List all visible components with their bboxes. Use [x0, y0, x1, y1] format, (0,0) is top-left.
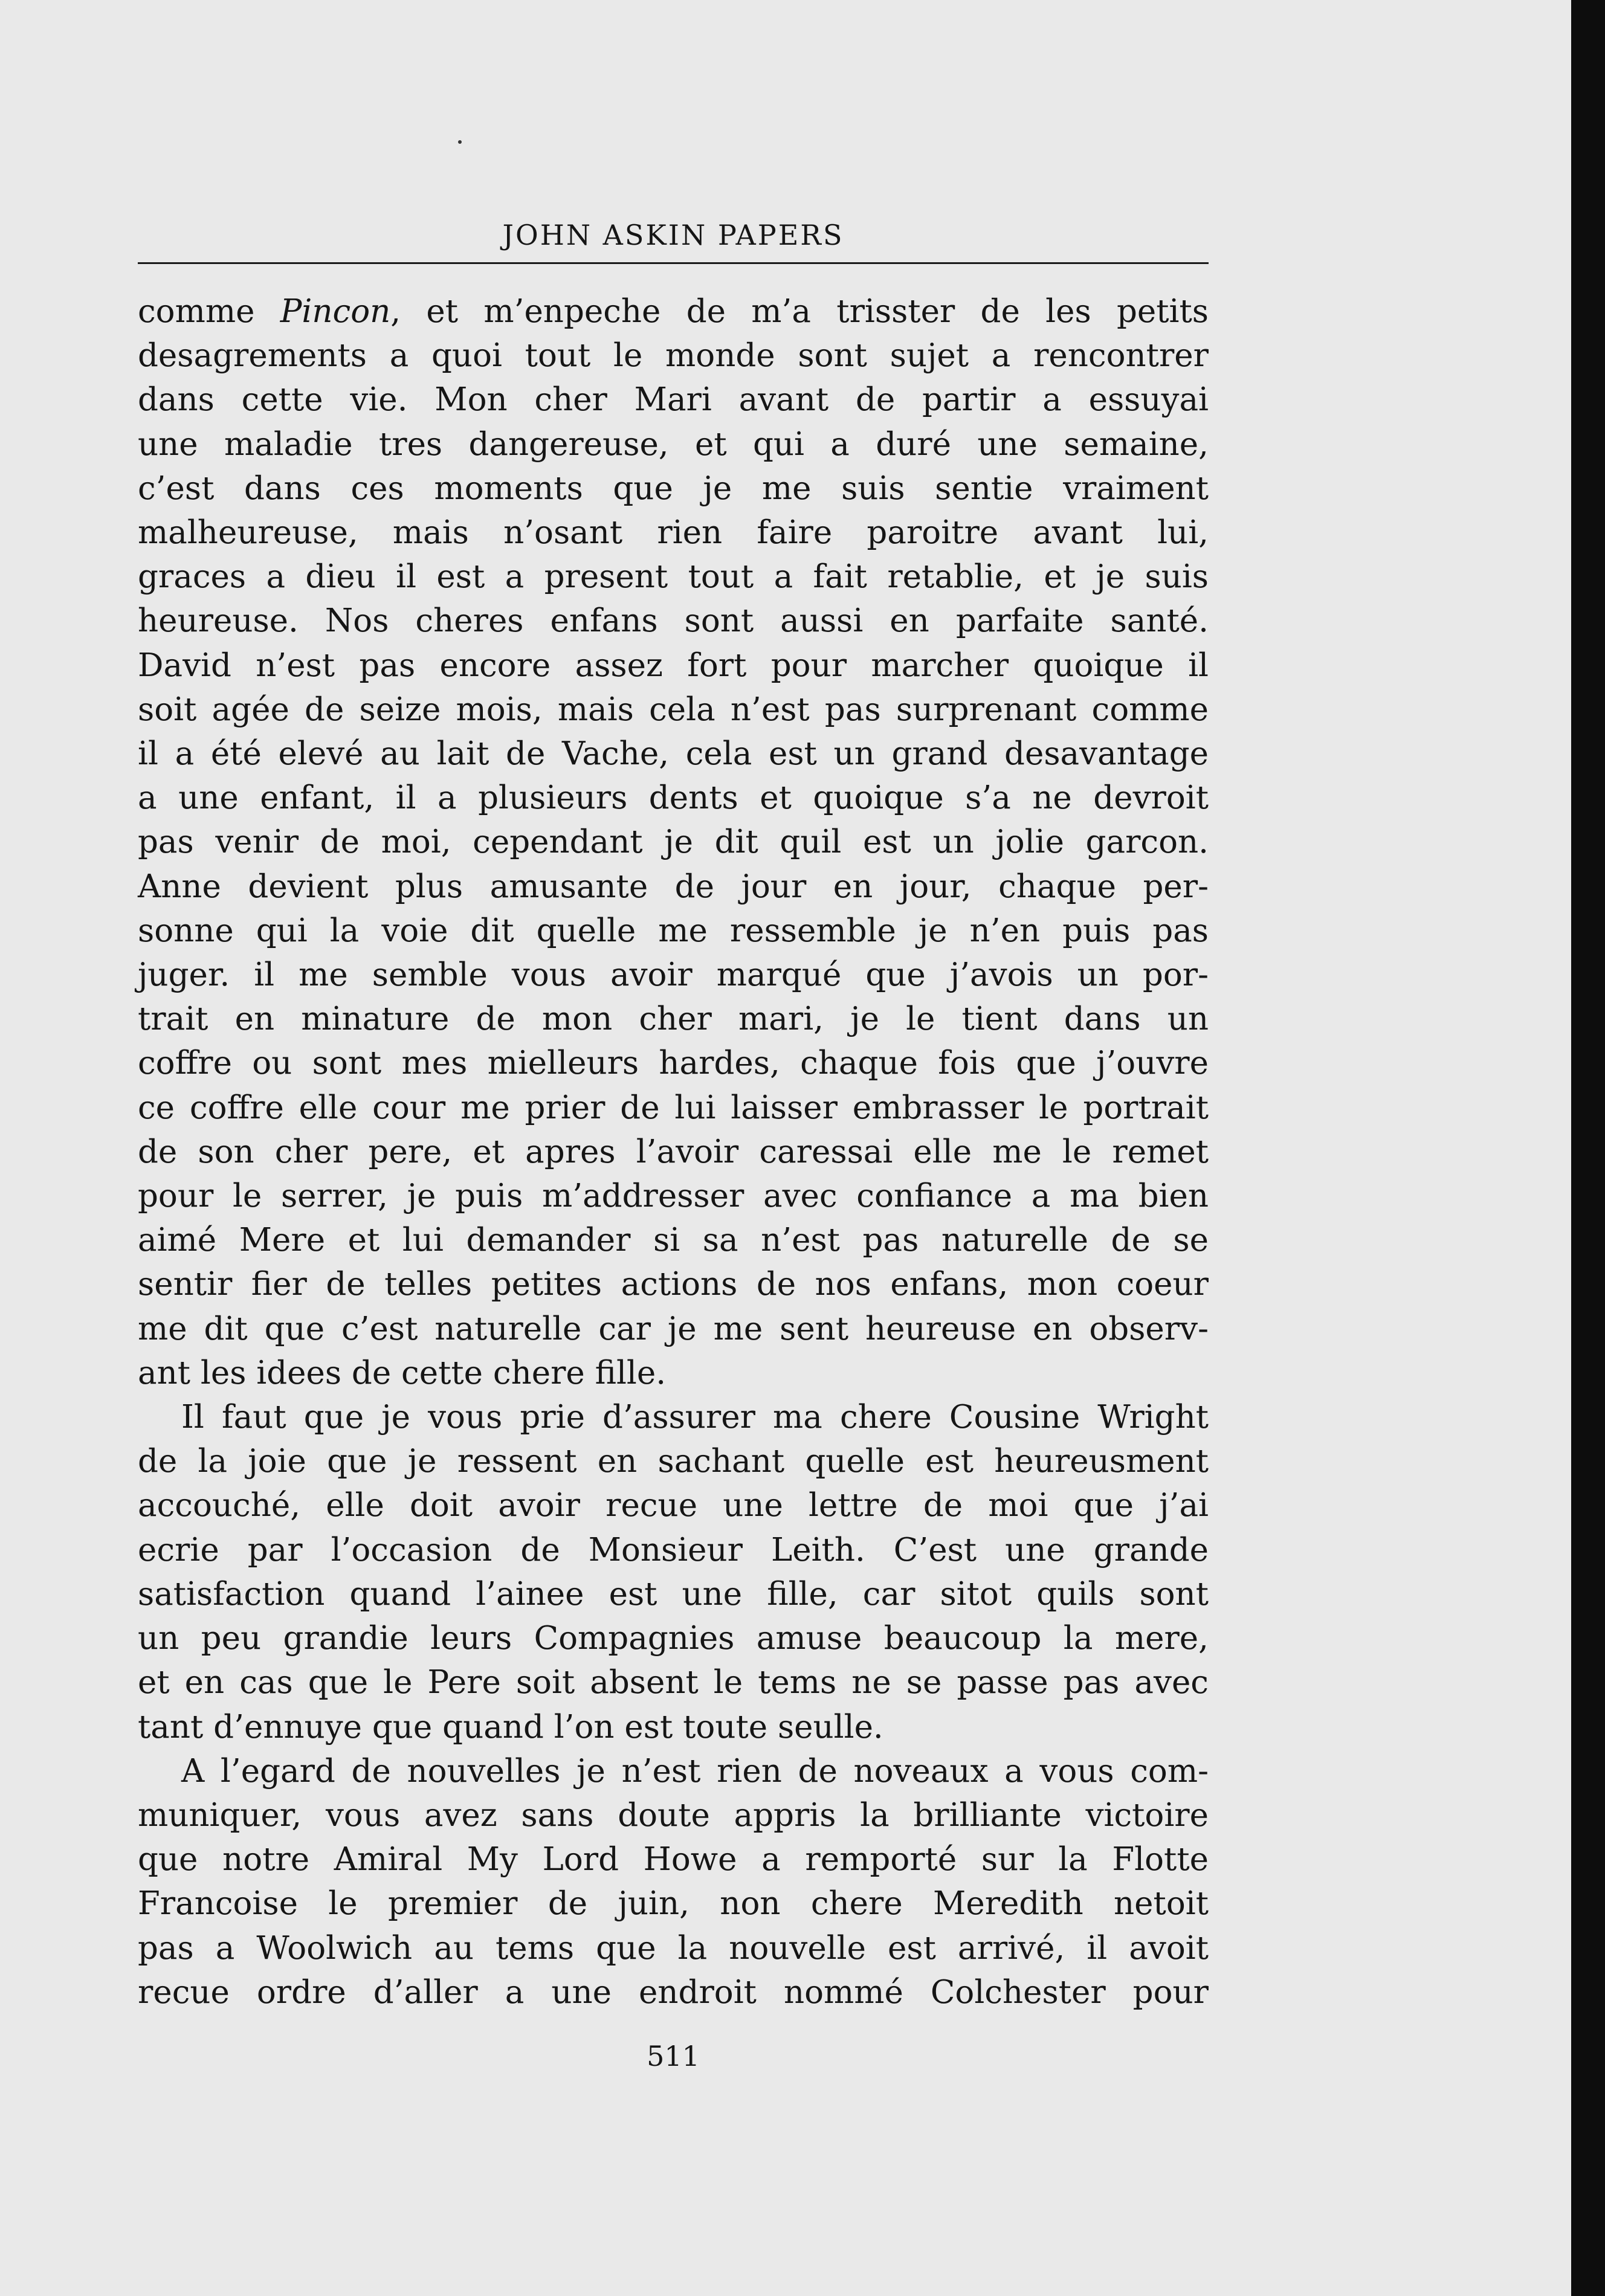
paper-speck [458, 140, 462, 144]
text-line: juger. il me semble vous avoir marqué que j’avois un por- [138, 956, 1209, 994]
text-line: graces a dieu il est a present tout a fait retablie, et je suis [138, 558, 1209, 596]
text-line: muniquer, vous avez sans doute appris la brilliante victoire [138, 1796, 1209, 1834]
text-line: aimé Mere et lui demander si sa n’est pas naturelle de se [138, 1222, 1209, 1259]
page-number: 511 [647, 2039, 700, 2072]
text-line: pas a Woolwich au tems que la nouvelle est arrivé, il avoit [138, 1929, 1209, 1967]
text-line: une maladie tres dangereuse, et qui a duré une semaine, [138, 425, 1209, 463]
italic-name: Pincon [280, 293, 391, 330]
text-line: satisfaction quand l’ainee est une fille, car sitot quils sont [138, 1575, 1209, 1613]
text-line: c’est dans ces moments que je me suis sentie vraiment [138, 469, 1209, 507]
text-line: il a été elevé au lait de Vache, cela est un grand desavantage [138, 735, 1209, 773]
text-line: a une enfant, il a plusieurs dents et quoique s’a ne devroit [138, 779, 1209, 817]
text-line: David n’est pas encore assez fort pour marcher quoique il [138, 647, 1209, 684]
body-text [138, 289, 1209, 2014]
text-line: accouché, elle doit avoir recue une lettre de moi que j’ai [138, 1487, 1209, 1524]
scan-edge [1571, 0, 1605, 2296]
text-line: Anne devient plus amusante de jour en jour, chaque per- [138, 868, 1209, 905]
text-line: que notre Amiral My Lord Howe a remporté sur la Flotte [138, 1841, 1209, 1878]
text-line: recue ordre d’aller a une endroit nommé Colchester pour [138, 1973, 1209, 2011]
running-head: JOHN ASKIN PAPERS [502, 219, 844, 251]
text-line: comme Pincon, et m’enpeche de m’a trisster de les petits [138, 293, 1209, 330]
text-line: pas venir de moi, cependant je dit quil est un jolie garcon. [138, 824, 1209, 861]
text-line: Il faut que je vous prie d’assurer ma chere Cousine Wright [181, 1399, 1209, 1436]
text-line: malheureuse, mais n’osant rien faire paroitre avant lui, [138, 514, 1209, 552]
text-line: de la joie que je ressent en sachant quelle est heureusment [138, 1443, 1209, 1480]
text-line: heureuse. Nos cheres enfans sont aussi en parfaite santé. [138, 602, 1209, 640]
text-line: soit agée de seize mois, mais cela n’est pas surprenant comme [138, 691, 1209, 728]
text-line: coffre ou sont mes mielleurs hardes, chaque fois que j’ouvre [138, 1045, 1209, 1082]
text-line: ce coffre elle cour me prier de lui laisser embrasser le portrait [138, 1089, 1209, 1126]
text-line: un peu grandie leurs Compagnies amuse beaucoup la mere, [138, 1620, 1209, 1657]
header-rule [138, 262, 1209, 264]
text-line: me dit que c’est naturelle car je me sent heureuse en observ- [138, 1310, 1209, 1347]
text-line: tant d’ennuye que quand l’on est toute seulle. [138, 1708, 883, 1746]
text-line: sentir fier de telles petites actions de nos enfans, mon coeur [138, 1266, 1209, 1303]
text-line: ecrie par l’occasion de Monsieur Leith. C’est une grande [138, 1531, 1209, 1569]
text-line: desagrements a quoi tout le monde sont sujet a rencontrer [138, 337, 1209, 375]
text-line: et en cas que le Pere soit absent le tems ne se passe pas avec [138, 1664, 1209, 1701]
text-line: de son cher pere, et apres l’avoir caressai elle me le remet [138, 1133, 1209, 1170]
text-line: trait en minature de mon cher mari, je le tient dans un [138, 1001, 1209, 1038]
text-line: ant les idees de cette chere fille. [138, 1354, 667, 1391]
page-content [138, 199, 1209, 2072]
text-line: dans cette vie. Mon cher Mari avant de partir a essuyai [138, 381, 1209, 419]
text-line: Francoise le premier de juin, non chere Meredith netoit [138, 1885, 1209, 1923]
text-line: sonne qui la voie dit quelle me ressemble je n’en puis pas [138, 912, 1209, 949]
text-line: pour le serrer, je puis m’addresser avec confiance a ma bien [138, 1178, 1209, 1215]
text-line: A l’egard de nouvelles je n’est rien de noveaux a vous com- [181, 1752, 1209, 1790]
